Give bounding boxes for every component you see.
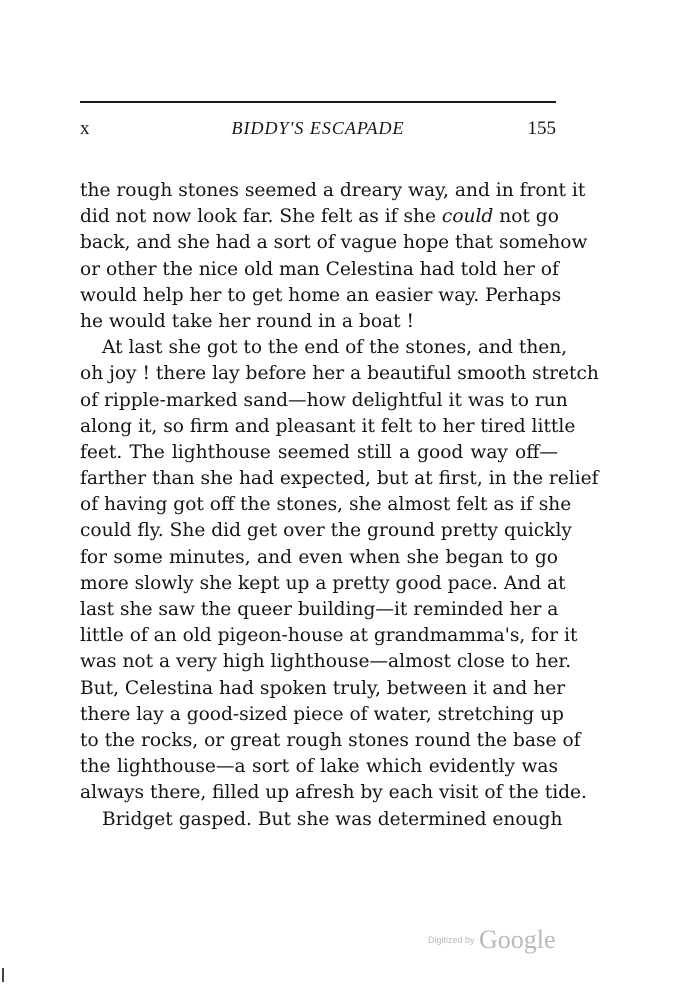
text-line: little of an old pigeon-house at grandmamma's, for it <box>80 625 578 647</box>
text-line: feet. The lighthouse seemed still a good way off— <box>80 441 558 463</box>
header-rule <box>80 101 556 103</box>
text-line: for some minutes, and even when she began to go <box>80 546 558 568</box>
text-span: not go <box>493 206 559 228</box>
text-line: last she saw the queer building—it reminded her a <box>80 599 559 620</box>
text-line: Bridget gasped. But she was determined enough <box>102 808 563 830</box>
watermark-prefix: Digitized by <box>428 935 475 945</box>
text-line: more slowly she kept up a pretty good pace. And at <box>80 572 566 594</box>
page-number: 155 <box>527 118 556 139</box>
text-line: oh joy ! there lay before her a beautiful smooth stretch <box>80 363 599 385</box>
text-line: of having got off the stones, she almost felt as if she <box>80 494 572 516</box>
text-line: back, and she had a sort of vague hope that somehow <box>80 232 588 254</box>
text-line: was not a very high lighthouse—almost close to her. <box>80 651 572 673</box>
google-logo-text: Google <box>478 925 556 954</box>
text-span: did not now look far. She felt as if she <box>80 206 442 228</box>
text-line: always there, filled up afresh by each visit of the tide. <box>80 782 587 804</box>
page-body <box>80 178 599 833</box>
text-line: At last she got to the end of the stones, and then, <box>102 337 568 359</box>
text-line: the lighthouse—a sort of lake which evidently was <box>80 756 558 778</box>
digitized-watermark <box>428 925 556 955</box>
text-line: of ripple-marked sand—how delightful it was to run <box>80 389 568 411</box>
text-line: could fly. She did get over the ground pretty quickly <box>80 520 572 542</box>
text-line: or other the nice old man Celestina had told her of <box>80 258 559 280</box>
text-line: But, Celestina had spoken truly, between it and her <box>80 677 566 699</box>
text-line <box>80 204 558 230</box>
text-line: farther than she had expected, but at first, in the relief <box>80 468 599 490</box>
text-line: there lay a good-sized piece of water, stretching up <box>80 703 564 725</box>
text-line: he would take her round in a boat ! <box>80 310 414 332</box>
emphasis-text: could <box>441 206 494 228</box>
text-line: the rough stones seemed a dreary way, and in front it <box>80 180 586 201</box>
chapter-number: x <box>80 118 90 139</box>
scan-edge-mark <box>2 968 4 982</box>
running-head <box>80 118 556 146</box>
text-line: to the rocks, or great rough stones round the base of <box>80 729 581 751</box>
text-line: along it, so firm and pleasant it felt to her tired little <box>80 415 576 437</box>
running-title: BIDDY'S ESCAPADE <box>231 118 405 138</box>
text-line: would help her to get home an easier way. Perhaps <box>80 284 562 306</box>
